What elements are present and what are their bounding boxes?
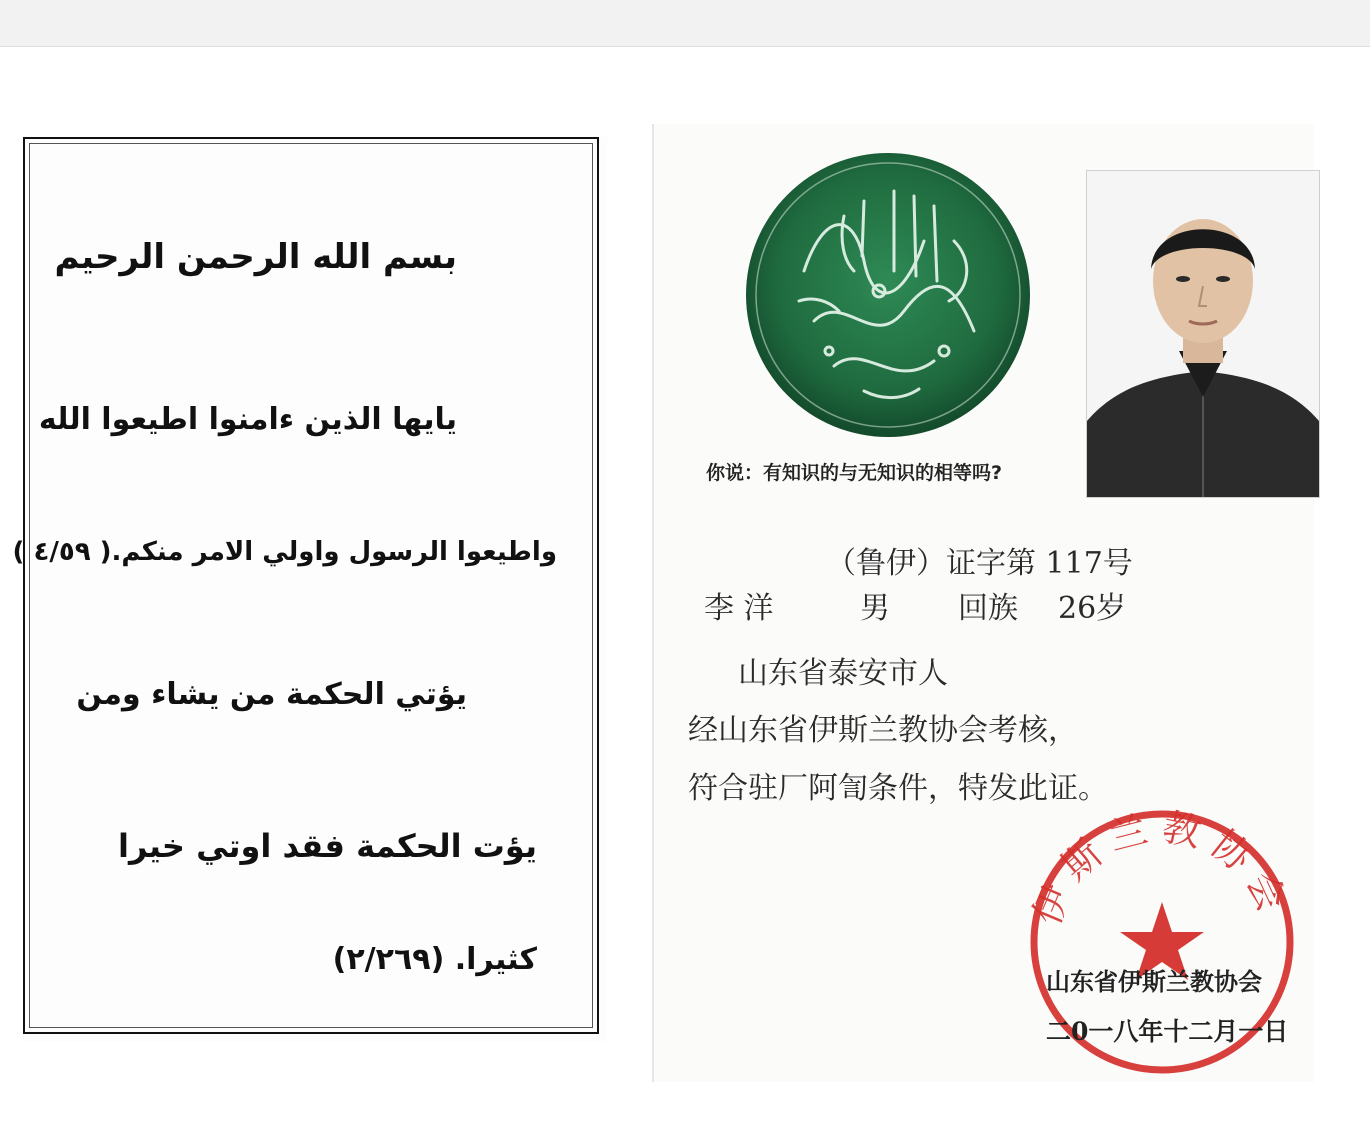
issue-date: 二0一八年十二月一日 — [1046, 1017, 1289, 1046]
assessment-line: 经山东省伊斯兰教协会考核， — [688, 713, 1078, 748]
stamp-organization: 山东省伊斯兰教协会 — [1046, 967, 1262, 996]
verse-line-6: كثيرا. (٢/٢٦٩) — [332, 942, 537, 977]
id-photo — [1086, 170, 1320, 498]
verse-basmala: بسم الله الرحمن الرحيم — [54, 237, 457, 277]
holder-name: 李 洋 — [704, 591, 774, 626]
left-page — [12, 137, 607, 1042]
certificate-number: （鲁伊）证字第 117号 — [826, 546, 1133, 581]
verse-line-4: يؤتي الحكمة من يشاء ومن — [76, 677, 467, 712]
issuance-line: 符合驻厂阿訇条件，特发此证。 — [688, 771, 1108, 806]
portrait-icon — [1087, 171, 1319, 497]
holder-ethnicity: 回族 — [958, 591, 1018, 626]
holder-age: 26岁 — [1058, 591, 1127, 626]
verse-line-2: يايها الذين ءامنوا اطيعوا الله — [38, 402, 457, 437]
quran-motto: 你说：有知识的与无知识的相等吗? — [706, 462, 1003, 484]
verse-line-5: يؤت الحكمة فقد اوتي خيرا — [117, 827, 537, 865]
stamp-ring-text: 伊斯兰教协会 — [1024, 804, 1299, 931]
verse-line-3: واطيعوا الرسول واولي الامر منكم.( ٤/٥٩ ) — [12, 537, 557, 567]
top-toolbar — [0, 0, 1370, 47]
calligraphy-seal-icon — [744, 151, 1032, 439]
holder-origin: 山东省泰安市人 — [738, 656, 948, 691]
holder-gender: 男 — [860, 591, 890, 626]
